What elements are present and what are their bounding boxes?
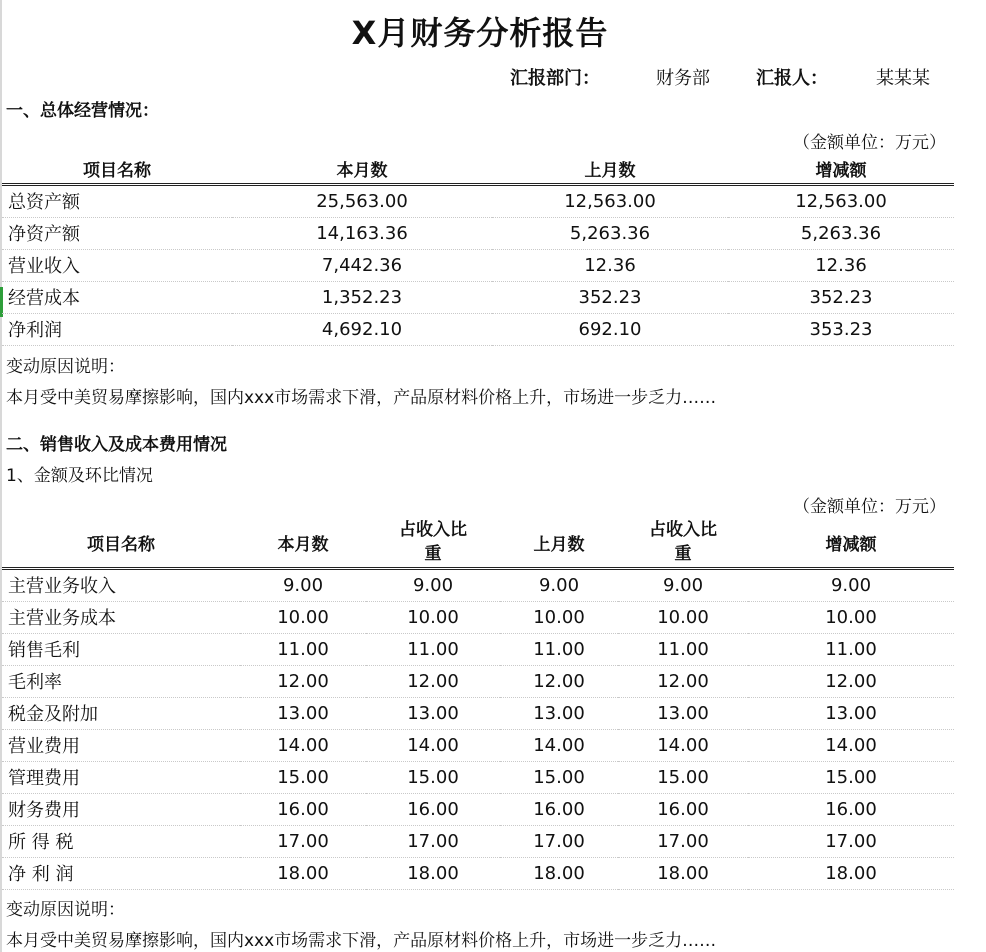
col-header-last-month: 上月数 [492, 154, 728, 184]
value-cell: 16.00 [240, 793, 366, 825]
section2-reason-label: 变动原因说明： [6, 900, 125, 920]
value-cell: 352.23 [728, 281, 954, 313]
table-row [2, 665, 954, 697]
value-cell: 18.00 [366, 857, 500, 889]
dept-label: 汇报部门： [510, 68, 600, 89]
row-label: 财务费用 [2, 793, 240, 825]
row-label: 净利润 [2, 313, 232, 345]
col-header-current-month: 本月数 [240, 518, 366, 568]
table-row [2, 729, 954, 761]
reporter-value: 某某某 [876, 68, 930, 89]
value-cell: 13.00 [500, 697, 618, 729]
section1-reason-text: 本月受中美贸易摩擦影响，国内xxx市场需求下滑，产品原材料价格上升，市场进一步乏力…… [6, 388, 717, 408]
table-row [2, 633, 954, 665]
section1-unit-note: （金额单位：万元） [793, 133, 946, 153]
value-cell: 11.00 [500, 633, 618, 665]
value-cell: 18.00 [618, 857, 748, 889]
table-row [2, 249, 954, 281]
dept-value: 财务部 [656, 68, 710, 89]
overview-table [2, 154, 954, 346]
value-cell: 11.00 [748, 633, 954, 665]
value-cell: 7,442.36 [232, 249, 492, 281]
section2-subheading: 1、金额及环比情况 [6, 466, 153, 486]
row-label: 经营成本 [2, 281, 232, 313]
value-cell: 17.00 [366, 825, 500, 857]
table-row [2, 217, 954, 249]
value-cell: 17.00 [240, 825, 366, 857]
value-cell: 14,163.36 [232, 217, 492, 249]
value-cell: 10.00 [366, 601, 500, 633]
value-cell: 692.10 [492, 313, 728, 345]
section1-reason-label: 变动原因说明： [6, 357, 125, 377]
value-cell: 16.00 [748, 793, 954, 825]
row-label: 净 利 润 [2, 857, 240, 889]
row-label: 营业费用 [2, 729, 240, 761]
table-row [2, 313, 954, 345]
value-cell: 13.00 [748, 697, 954, 729]
row-label: 管理费用 [2, 761, 240, 793]
value-cell: 9.00 [500, 568, 618, 601]
value-cell: 10.00 [748, 601, 954, 633]
row-label: 所 得 税 [2, 825, 240, 857]
value-cell: 15.00 [748, 761, 954, 793]
reporter-label: 汇报人： [756, 68, 828, 89]
value-cell: 12.00 [618, 665, 748, 697]
value-cell: 12.00 [240, 665, 366, 697]
value-cell: 11.00 [366, 633, 500, 665]
row-label: 主营业务成本 [2, 601, 240, 633]
value-cell: 9.00 [240, 568, 366, 601]
col-header-current-month: 本月数 [232, 154, 492, 184]
col-header-current-ratio: 占收入比重 [399, 520, 467, 565]
row-label: 总资产额 [2, 184, 232, 217]
value-cell: 12.36 [492, 249, 728, 281]
value-cell: 11.00 [240, 633, 366, 665]
value-cell: 9.00 [366, 568, 500, 601]
value-cell: 17.00 [748, 825, 954, 857]
value-cell: 25,563.00 [232, 184, 492, 217]
value-cell: 17.00 [618, 825, 748, 857]
col-header-change: 增减额 [748, 518, 954, 568]
value-cell: 10.00 [618, 601, 748, 633]
value-cell: 12.00 [500, 665, 618, 697]
value-cell: 11.00 [618, 633, 748, 665]
value-cell: 16.00 [618, 793, 748, 825]
value-cell: 12,563.00 [728, 184, 954, 217]
value-cell: 5,263.36 [492, 217, 728, 249]
table-row [2, 761, 954, 793]
value-cell: 14.00 [618, 729, 748, 761]
value-cell: 12,563.00 [492, 184, 728, 217]
value-cell: 16.00 [500, 793, 618, 825]
table-row [2, 281, 954, 313]
value-cell: 1,352.23 [232, 281, 492, 313]
value-cell: 16.00 [366, 793, 500, 825]
table-row [2, 601, 954, 633]
value-cell: 17.00 [500, 825, 618, 857]
value-cell: 14.00 [500, 729, 618, 761]
section1-heading: 一、总体经营情况： [6, 101, 159, 121]
section2-heading: 二、销售收入及成本费用情况 [6, 435, 227, 455]
col-header-last-month: 上月数 [500, 518, 618, 568]
value-cell: 14.00 [240, 729, 366, 761]
report-title: X月财务分析报告 [351, 14, 609, 52]
row-label: 营业收入 [2, 249, 232, 281]
sales-cost-table [2, 518, 954, 890]
value-cell: 13.00 [240, 697, 366, 729]
row-label: 毛利率 [2, 665, 240, 697]
value-cell: 15.00 [366, 761, 500, 793]
row-label: 主营业务收入 [2, 568, 240, 601]
col-header-change: 增减额 [728, 154, 954, 184]
col-header-last-ratio: 占收入比重 [649, 520, 717, 565]
value-cell: 15.00 [618, 761, 748, 793]
value-cell: 18.00 [748, 857, 954, 889]
row-label: 税金及附加 [2, 697, 240, 729]
row-label: 净资产额 [2, 217, 232, 249]
value-cell: 13.00 [618, 697, 748, 729]
table-row [2, 793, 954, 825]
value-cell: 15.00 [500, 761, 618, 793]
value-cell: 12.00 [366, 665, 500, 697]
value-cell: 4,692.10 [232, 313, 492, 345]
table-row [2, 697, 954, 729]
value-cell: 10.00 [500, 601, 618, 633]
value-cell: 12.36 [728, 249, 954, 281]
value-cell: 9.00 [618, 568, 748, 601]
value-cell: 18.00 [240, 857, 366, 889]
value-cell: 15.00 [240, 761, 366, 793]
value-cell: 10.00 [240, 601, 366, 633]
table-row [2, 568, 954, 601]
table-row [2, 184, 954, 217]
value-cell: 14.00 [748, 729, 954, 761]
section2-unit-note: （金额单位：万元） [793, 497, 946, 517]
value-cell: 352.23 [492, 281, 728, 313]
value-cell: 13.00 [366, 697, 500, 729]
value-cell: 353.23 [728, 313, 954, 345]
value-cell: 9.00 [748, 568, 954, 601]
table-row [2, 825, 954, 857]
section2-reason-text: 本月受中美贸易摩擦影响，国内xxx市场需求下滑，产品原材料价格上升，市场进一步乏力…… [6, 931, 717, 951]
col-header-last-ratio-cell [618, 518, 748, 568]
table-row [2, 857, 954, 889]
value-cell: 5,263.36 [728, 217, 954, 249]
value-cell: 18.00 [500, 857, 618, 889]
value-cell: 14.00 [366, 729, 500, 761]
value-cell: 12.00 [748, 665, 954, 697]
col-header-item: 项目名称 [2, 518, 240, 568]
row-label: 销售毛利 [2, 633, 240, 665]
col-header-current-ratio-cell [366, 518, 500, 568]
col-header-item: 项目名称 [2, 154, 232, 184]
